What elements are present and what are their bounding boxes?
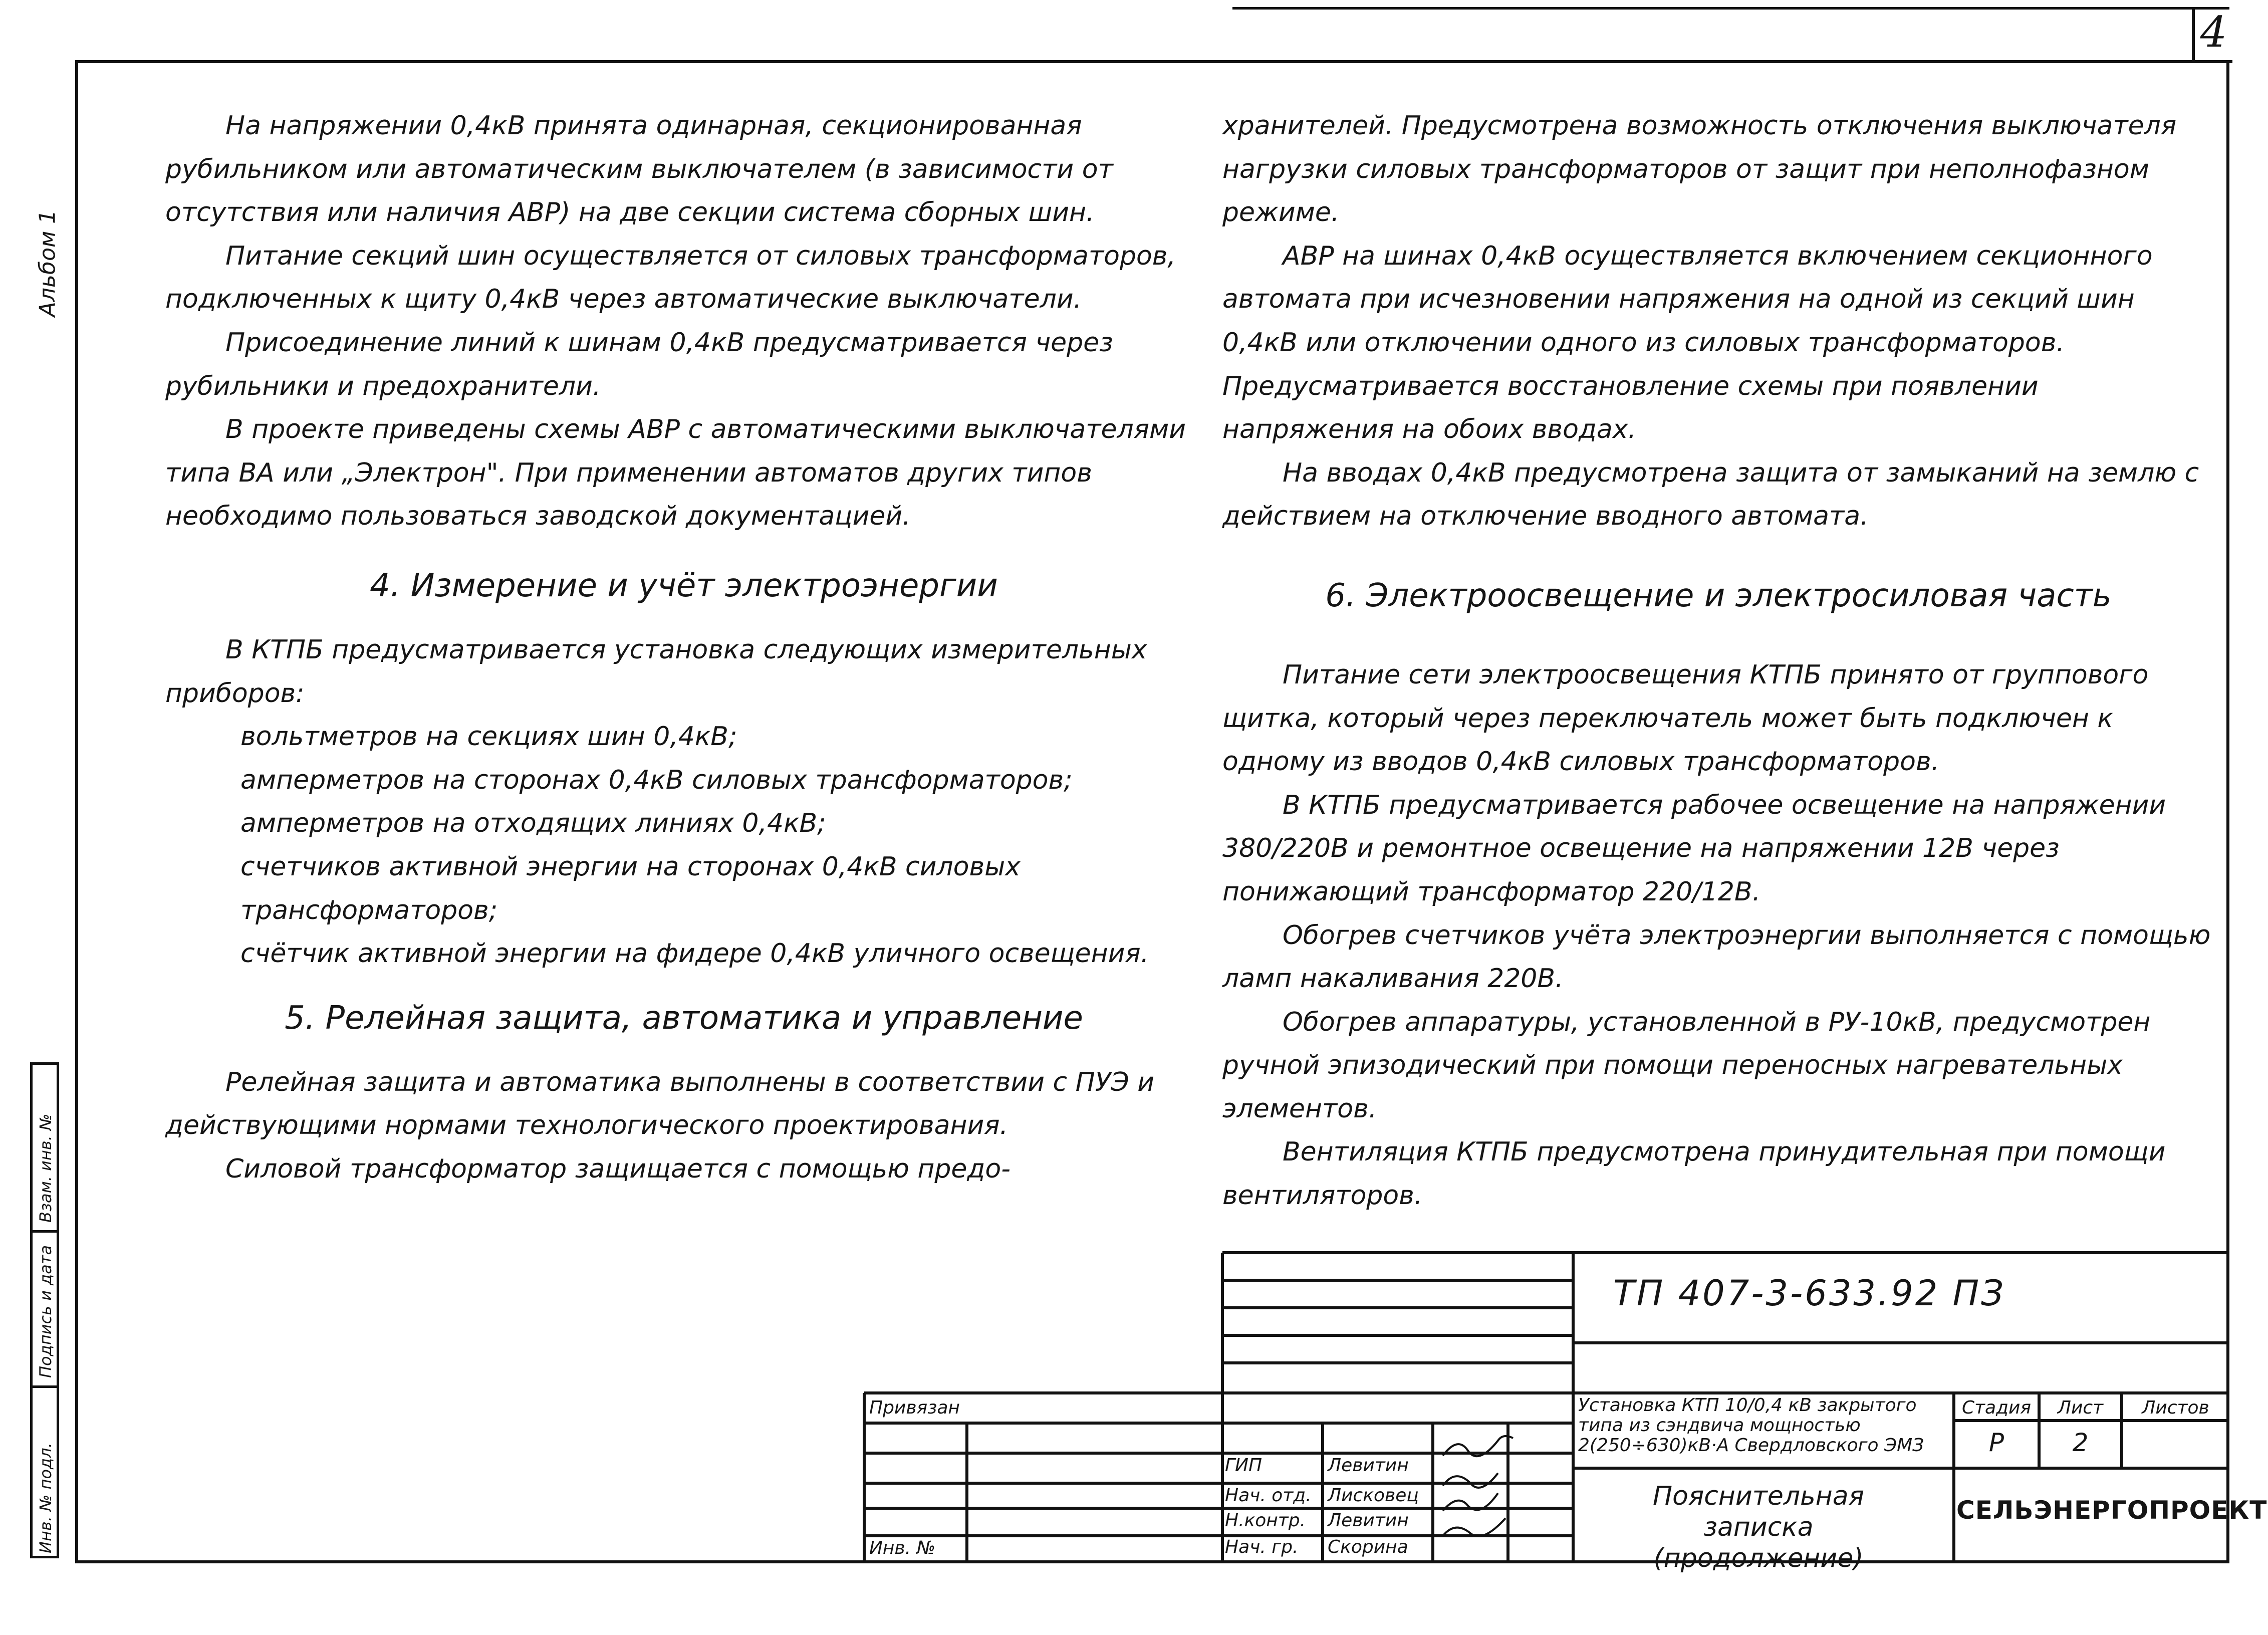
- document-name: Пояснительная записка (продолжение): [1653, 1481, 1864, 1573]
- paragraph: В проекте приведены схемы АВР с автоматическими выключателями типа ВА или „Электрон". При применении автоматов других типов необходимо пользоваться заводской документацией.: [165, 414, 1186, 532]
- paragraph: Питание секций шин осуществляется от силовых трансформаторов, подключенных к щиту 0,4кВ через автоматические выключатели.: [165, 241, 1176, 315]
- inv-orig-label: Инв. № подл.: [36, 1443, 55, 1553]
- album-label: Альбом 1: [35, 209, 61, 317]
- organization: СЕЛЬЭНЕРГОПРОЕКТ: [1956, 1496, 2267, 1525]
- sign-date-label: Подпись и дата: [36, 1245, 55, 1378]
- stage-value: Р: [1988, 1428, 2004, 1457]
- section-heading-5: 5. Релейная защита, автоматика и управление: [285, 999, 1083, 1037]
- role-dept-head: Нач. отд.: [1225, 1485, 1312, 1506]
- paragraph: Вентиляция КТПБ предусмотрена принудительная при помощи вентиляторов.: [1222, 1137, 2166, 1211]
- role-norm-control: Н.контр.: [1225, 1510, 1306, 1531]
- list-item: амперметров на сторонах 0,4кВ силовых трансформаторов;: [240, 765, 1073, 795]
- sheet-value: 2: [2072, 1428, 2089, 1457]
- paragraph: хранителей. Предусмотрена возможность отключения выключателя нагрузки силовых трансформаторов от защит при неполнофазном режиме.: [1222, 111, 2177, 228]
- sheet-label: Лист: [2057, 1397, 2104, 1418]
- paragraph: Питание сети электроосвещения КТПБ принято от группового щитка, который через переключатель может быть подключен к одному из вводов 0,4кВ силовых трансформаторов.: [1222, 659, 2149, 777]
- section-heading-4: 4. Измерение и учёт электроэнергии: [370, 567, 998, 604]
- project-title: Установка КТП 10/0,4 кВ закрытого типа из сэндвича мощностью 2(250÷630)кВ·А Свердловского ЭМЗ: [1578, 1395, 1924, 1456]
- name-group-head: Скорина: [1328, 1537, 1408, 1557]
- page-number: 4: [2192, 7, 2232, 63]
- paragraph: Обогрев счетчиков учёта электроэнергии выполняется с помощью ламп накаливания 220В.: [1222, 920, 2211, 994]
- paragraph: Обогрев аппаратуры, установленной в РУ-10кВ, предусмотрен ручной эпизодический при помощи переносных нагревательных элементов.: [1222, 1007, 2151, 1124]
- name-dept-head: Лисковец: [1328, 1485, 1419, 1506]
- list-item: счётчик активной энергии на фидере 0,4кВ уличного освещения.: [240, 939, 1149, 969]
- inv-label: Инв. №: [869, 1538, 936, 1558]
- stage-label: Стадия: [1961, 1397, 2032, 1418]
- paragraph: В КТПБ предусматривается рабочее освещение на напряжении 380/220В и ремонтное освещение на напряжении 12В через понижающий трансформатор 220/12В.: [1222, 790, 2166, 907]
- paragraph: В КТПБ предусматривается установка следующих измерительных приборов:: [165, 634, 1147, 709]
- section-heading-6: 6. Электроосвещение и электросиловая часть: [1325, 577, 2112, 614]
- document-designation: ТП 407-3-633.92 ПЗ: [1613, 1273, 2006, 1314]
- name-gip: Левитин: [1328, 1455, 1409, 1476]
- list-item: амперметров на отходящих линиях 0,4кВ;: [240, 808, 826, 839]
- bound-label: Привязан: [869, 1397, 960, 1418]
- role-group-head: Нач. гр.: [1225, 1537, 1299, 1557]
- paragraph: На вводах 0,4кВ предусмотрена защита от замыканий на землю с действием на отключение вводного автомата.: [1222, 457, 2199, 532]
- paragraph: Силовой трансформатор защищается с помощью предо-: [225, 1153, 1011, 1184]
- role-gip: ГИП: [1225, 1455, 1263, 1476]
- paragraph: На напряжении 0,4кВ принята одинарная, секционированная рубильником или автоматическим выключателем (в зависимости от отсутствия или наличия АВР) на две секции система сборных шин.: [165, 111, 1113, 228]
- paragraph: Релейная защита и автоматика выполнены в соответствии с ПУЭ и действующими нормами технологического проектирования.: [165, 1067, 1155, 1141]
- paragraph: Присоединение линий к шинам 0,4кВ предусматривается через рубильники и предохранители.: [165, 327, 1113, 401]
- list-item: счетчиков активной энергии на сторонах 0,4кВ силовых трансформаторов;: [240, 851, 1021, 925]
- replace-inv-label: Взам. инв. №: [36, 1113, 55, 1223]
- sheets-label: Листов: [2142, 1397, 2209, 1418]
- paragraph: АВР на шинах 0,4кВ осуществляется включением секционного автомата при исчезновении напряжения на одной из секций шин 0,4кВ или отключении одного из силовых трансформаторов. Предусматривается восстановление схемы при появлении напряжения на обоих вводах.: [1222, 241, 2153, 445]
- list-item: вольтметров на секциях шин 0,4кВ;: [240, 722, 737, 752]
- name-norm-control: Левитин: [1328, 1510, 1409, 1531]
